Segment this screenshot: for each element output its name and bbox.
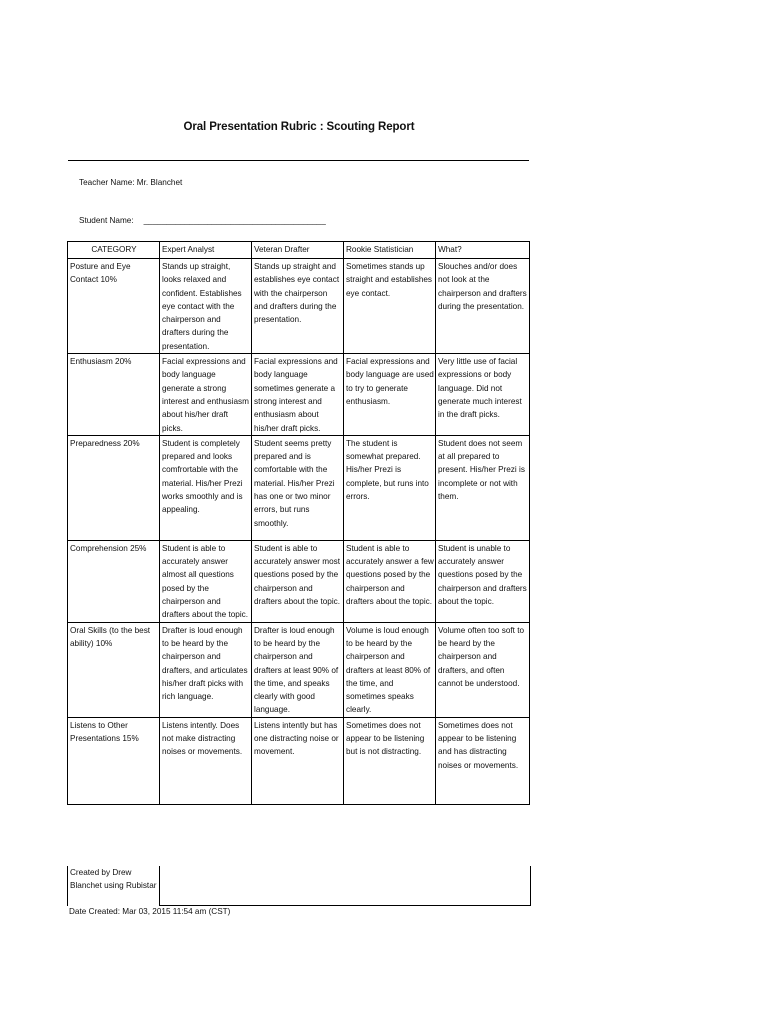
rubric-cell: Student is able to accurately answer a few questions posed by the chairperson and drafters about the topic. — [344, 540, 436, 622]
rubric-cell: Facial expressions and body language generate a strong interest and enthusiasm about his/her draft picks. — [160, 354, 252, 436]
rubric-cell: Sometimes stands up straight and establishes eye contact. — [344, 259, 436, 354]
header-what: What? — [436, 242, 530, 259]
rubric-cell: Drafter is loud enough to be heard by the chairperson and drafters, and articulates his/her draft picks with rich language. — [160, 622, 252, 717]
rubric-cell: Facial expressions and body language sometimes generate a strong interest and enthusiasm about his/her draft picks. — [252, 354, 344, 436]
rubric-cell: Very little use of facial expressions or body language. Did not generate much interest in the draft picks. — [436, 354, 530, 436]
date-created: Date Created: Mar 03, 2015 11:54 am (CST) — [69, 907, 231, 916]
rubric-cell: Listens intently. Does not make distracting noises or movements. — [160, 717, 252, 804]
table-row — [68, 435, 530, 540]
credit-block — [67, 866, 531, 906]
rubric-cell: Student is unable to accurately answer questions posed by the chairperson and drafters about the topic. — [436, 540, 530, 622]
rubric-cell: Student does not seem at all prepared to present. His/her Prezi is incomplete or not with them. — [436, 435, 530, 540]
rubric-cell: Student is able to accurately answer most questions posed by the chairperson and drafters about the topic. — [252, 540, 344, 622]
category-cell: Enthusiasm 20% — [68, 354, 160, 436]
rubric-cell: Student is completely prepared and looks comfrortable with the material. His/her Prezi works smoothly and is appealing. — [160, 435, 252, 540]
rubric-cell: Sometimes does not appear to be listening and has distracting noises or movements. — [436, 717, 530, 804]
rubric-cell: Facial expressions and body language are used to try to generate enthusiasm. — [344, 354, 436, 436]
header-row — [68, 242, 530, 259]
header-expert-analyst: Expert Analyst — [160, 242, 252, 259]
credit-empty-cell — [160, 866, 531, 906]
rubric-cell: The student is somewhat prepared. His/her Prezi is complete, but runs into errors. — [344, 435, 436, 540]
rubric-cell: Listens intently but has one distracting noise or movement. — [252, 717, 344, 804]
rubric-cell: Stands up straight, looks relaxed and confident. Establishes eye contact with the chairperson and drafters during the presentation. — [160, 259, 252, 354]
category-cell: Comprehension 25% — [68, 540, 160, 622]
table-row — [68, 540, 530, 622]
document-title: Oral Presentation Rubric : Scouting Report — [183, 121, 415, 133]
header-veteran-drafter: Veteran Drafter — [252, 242, 344, 259]
teacher-name: Teacher Name: Mr. Blanchet — [79, 178, 183, 187]
category-cell: Posture and Eye Contact 10% — [68, 259, 160, 354]
category-cell: Preparedness 20% — [68, 435, 160, 540]
rubric-cell: Student is able to accurately answer almost all questions posed by the chairperson and drafters about the topic. — [160, 540, 252, 622]
credit-text: Created by Drew Blanchet using Rubistar — [68, 866, 160, 906]
header-rookie-statistician: Rookie Statistician — [344, 242, 436, 259]
table-row — [68, 622, 530, 717]
category-cell: Oral Skills (to the best ability) 10% — [68, 622, 160, 717]
student-name-line — [79, 216, 326, 225]
table-row — [68, 259, 530, 354]
rubric-cell: Volume is loud enough to be heard by the chairperson and drafters at least 80% of the time, and sometimes speaks clearly. — [344, 622, 436, 717]
student-name-label: Student Name: — [79, 216, 134, 225]
table-row — [68, 717, 530, 804]
title-divider — [68, 160, 529, 161]
category-cell: Listens to Other Presentations 15% — [68, 717, 160, 804]
rubric-cell: Sometimes does not appear to be listening but is not distracting. — [344, 717, 436, 804]
rubric-cell: Student seems pretty prepared and is comfortable with the material. His/her Prezi has one or two minor errors, but runs smoothly. — [252, 435, 344, 540]
rubric-cell: Volume often too soft to be heard by the chairperson and drafters, and often cannot be understood. — [436, 622, 530, 717]
table-row — [68, 354, 530, 436]
rubric-cell: Stands up straight and establishes eye contact with the chairperson and drafters during the presentation. — [252, 259, 344, 354]
rubric-cell: Drafter is loud enough to be heard by the chairperson and drafters at least 90% of the time, and speaks clearly with good language. — [252, 622, 344, 717]
rubric-table — [67, 241, 530, 805]
student-name-blank: ________________________________________ — [143, 216, 326, 225]
rubric-cell: Slouches and/or does not look at the chairperson and drafters during the presentation. — [436, 259, 530, 354]
header-category: CATEGORY — [68, 242, 160, 259]
